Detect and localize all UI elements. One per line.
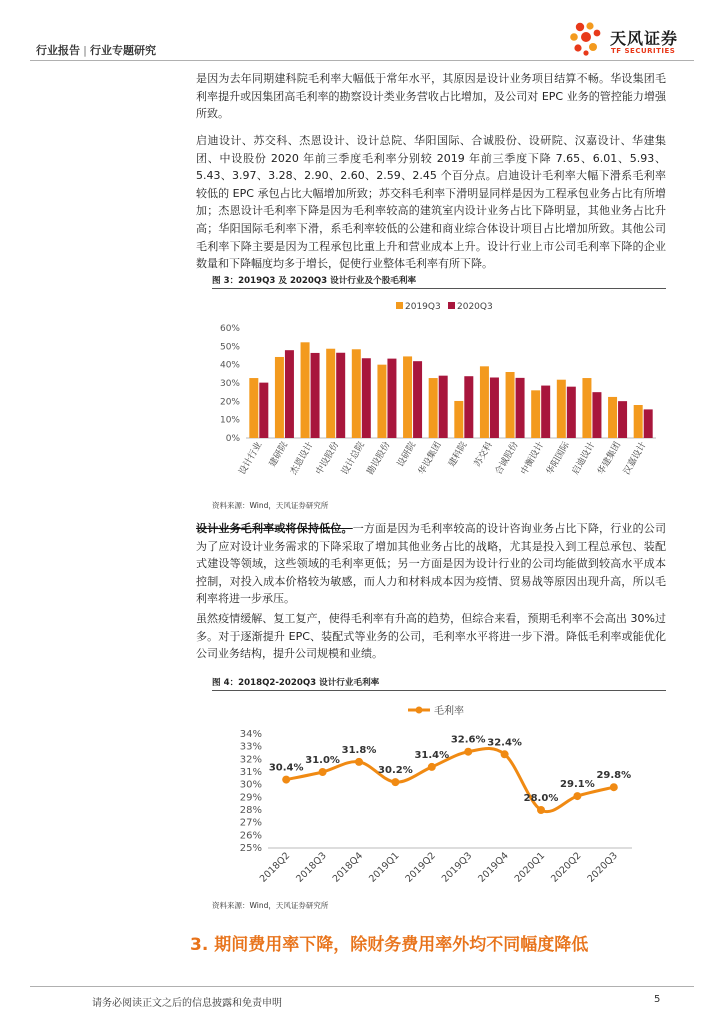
data-point [610, 783, 618, 791]
bar-2020q3 [439, 376, 448, 438]
y-tick-label: 0% [225, 434, 240, 444]
bar-2019q3 [429, 378, 438, 438]
legend-swatch-2020q3 [448, 302, 455, 309]
page-number: 5 [654, 994, 661, 1005]
logo-text-en: TF SECURITIES [611, 47, 676, 55]
bar-2020q3 [285, 350, 294, 438]
figure-4-title: 图 4：2018Q2-2020Q3 设计行业毛利率 [212, 678, 380, 688]
line-chart-svg [212, 694, 666, 896]
data-point [282, 776, 290, 784]
bar-2020q3 [336, 353, 345, 438]
data-label: 29.1% [560, 779, 595, 791]
section-heading: 3. 期间费用率下降，除财务费用率外均不同幅度降低 [190, 935, 589, 955]
bar-2020q3 [541, 386, 550, 438]
data-point [573, 792, 581, 800]
bar-2020q3 [644, 409, 653, 438]
bar-2019q3 [454, 401, 463, 438]
x-tick-label: 勘设股份 [365, 440, 393, 477]
x-tick-label: 建研院 [267, 440, 291, 469]
x-tick-label: 2019Q2 [403, 850, 438, 885]
data-point [501, 750, 509, 758]
legend-label-2019q3: 2019Q3 [405, 302, 441, 312]
bar-2019q3 [506, 372, 515, 438]
bar-2019q3 [352, 349, 361, 438]
x-tick-label: 设计总院 [340, 440, 367, 477]
bar-2019q3 [582, 378, 591, 438]
data-label: 31.4% [414, 749, 450, 761]
logo-text-cn: 天风证券 [610, 29, 679, 48]
bar-2019q3 [531, 390, 540, 438]
x-tick-label: 设计行业 [237, 440, 265, 477]
legend-label-gross-margin: 毛利率 [434, 706, 464, 717]
report-category: 行业报告 | 行业专题研究 [36, 44, 157, 57]
figure-3-source: 资料来源：Wind，天风证券研究所 [212, 501, 329, 510]
bar-2020q3 [311, 353, 320, 438]
y-tick-label: 26% [239, 830, 262, 842]
data-label: 30.2% [378, 765, 413, 777]
bar-2020q3 [490, 378, 499, 439]
legend-marker [416, 707, 423, 714]
report-subtype-label: 行业专题研究 [90, 44, 157, 57]
bar-2020q3 [567, 387, 576, 438]
x-tick-label: 建科院 [447, 440, 470, 469]
paragraph-3-lead: 设计业务毛利率或将保持低位。 [196, 522, 353, 535]
x-tick-label: 杰恩设计 [288, 440, 316, 477]
paragraph-1: 是因为去年同期建科院毛利率大幅低于常年水平，其原因是设计业务项目结算不畅。华设集团毛利率提升或因集团高毛利率的勘察设计类业务营收占比增加，及公司对 EPC 业务的管控能力增强所致。 [196, 72, 666, 121]
y-tick-label: 27% [239, 817, 262, 829]
legend-label-2020q3: 2020Q3 [457, 302, 493, 312]
y-tick-label: 32% [239, 754, 262, 766]
data-point [537, 806, 545, 814]
bar-2020q3 [592, 392, 601, 438]
bar-chart-svg [212, 292, 666, 496]
x-tick-label: 设研院 [395, 440, 419, 469]
y-tick-label: 10% [219, 415, 240, 426]
bar-2019q3 [301, 342, 310, 438]
x-tick-label: 合诚股份 [493, 440, 521, 477]
bar-2019q3 [480, 366, 489, 438]
x-tick-label: 2020Q1 [512, 850, 548, 885]
bar-2019q3 [634, 405, 643, 438]
y-tick-label: 33% [239, 741, 262, 753]
x-tick-label: 2020Q3 [585, 850, 620, 885]
data-point [464, 748, 472, 756]
data-label: 32.4% [487, 737, 522, 749]
bar-2019q3 [608, 397, 617, 438]
data-label: 30.4% [268, 762, 304, 774]
data-point [319, 768, 327, 776]
x-tick-label: 2020Q2 [549, 850, 584, 885]
x-tick-label: 中衡设计 [519, 440, 547, 477]
y-tick-label: 34% [239, 729, 262, 740]
figure-4-rule [212, 690, 666, 691]
x-tick-label: 华设集团 [417, 440, 444, 477]
bar-2019q3 [249, 378, 258, 438]
data-point [428, 763, 436, 771]
bar-2020q3 [259, 383, 268, 438]
header-divider [30, 60, 694, 61]
x-tick-label: 苏交科 [472, 440, 496, 469]
report-type-label: 行业报告 [36, 44, 80, 57]
y-tick-label: 30% [219, 379, 240, 389]
y-tick-label: 29% [239, 792, 262, 804]
bar-2019q3 [326, 349, 335, 438]
paragraph-3-body: 一方面是因为毛利率较高的设计咨询业务占比下降，行业的公司为了应对设计业务需求的下降采取了增加其他业务占比的战略，尤其是投入到工程总承包、装配式建设等领域，这些领域的毛利率更低；另一方面是因为设计行业的公司均能做到较高水平成本控制，对投入成本价格较为敏感，而人力和材料成本因为疫情、贸易战等原因出现升高，所以毛利率将进一步承压。 [196, 522, 667, 606]
y-tick-label: 30% [239, 779, 262, 791]
figure-3-title: 图 3：2019Q3 及 2020Q3 设计行业及个股毛利率 [212, 276, 417, 286]
y-tick-label: 60% [219, 324, 240, 334]
figure-4-chart [212, 694, 666, 896]
y-tick-label: 28% [239, 805, 262, 816]
bar-2019q3 [275, 357, 284, 438]
x-tick-label: 2018Q3 [294, 850, 329, 885]
data-point [355, 758, 363, 766]
y-tick-label: 40% [219, 360, 240, 371]
bar-legend [396, 302, 493, 312]
y-tick-label: 20% [219, 397, 240, 408]
figure-3-rule [212, 288, 666, 289]
data-label: 32.6% [450, 734, 486, 746]
footer-divider [30, 986, 694, 987]
data-label: 31.0% [305, 755, 340, 766]
tf-securities-logo [566, 20, 706, 58]
paragraph-3 [196, 520, 666, 608]
logo-mark-icon [566, 20, 606, 58]
x-tick-label: 汉嘉设计 [622, 440, 649, 477]
legend-swatch-2019q3 [396, 302, 403, 309]
y-tick-label: 50% [219, 342, 240, 353]
bar-2019q3 [403, 356, 412, 438]
bar-2020q3 [413, 361, 422, 438]
bar-2019q3 [377, 365, 386, 438]
x-tick-label: 华阳国际 [545, 440, 572, 477]
paragraph-4: 虽然疫情缓解、复工复产，使得毛利率有升高的趋势，但综合来看，预期毛利率不会高出 30%过多。对于逐渐提升 EPC、装配式等业务的公司，毛利率水平将进一步下滑。降低毛利率或能优化公司业务结构，提升公司规模和业绩。 [196, 612, 666, 661]
paragraph-2: 启迪设计、苏交科、杰恩设计、设计总院、华阳国际、合诚股份、设研院、汉嘉设计、华建集团、中设股份 2020 年前三季度毛利率分别较 2019 年前三季度下降 7.65、6.01、5.93、5.43、3.97、3.28、2.90、2.60、2.59、2.45 个百分点。启迪设计毛利率大幅下滑系毛利率较低的 EPC 承包占比大幅增加所致；苏交科毛利率下滑明显同样是因为工程承包业务占比有所增加；杰恩设计毛利率下降是因为毛利率较高的建筑室内设计业务占比下降明显，其他业务占比升高；华阳国际毛利率下滑，系毛利率较低的公建和商业综合体设计项目占比增加所致。其他公司毛利率下降主要是因为工程承包比重上升和营业成本上升。设计行业上市公司毛利率下降的企业数量和下降幅度均多于增长，促使行业整体毛利率有所下降。 [196, 134, 666, 271]
bar-2020q3 [516, 378, 525, 438]
x-tick-label: 2019Q4 [476, 850, 511, 885]
y-tick-label: 31% [239, 767, 262, 778]
data-point [391, 778, 399, 786]
bar-2020q3 [387, 359, 396, 438]
y-tick-label: 25% [239, 843, 262, 854]
x-tick-label: 2018Q2 [257, 850, 293, 885]
x-tick-label: 启迪设计 [570, 440, 598, 477]
line-legend [408, 704, 464, 717]
figure-3-chart [212, 292, 666, 496]
x-tick-label: 中设股份 [314, 440, 342, 477]
x-tick-label: 2019Q3 [439, 850, 475, 885]
data-label: 31.8% [341, 744, 377, 756]
data-label: 29.8% [596, 770, 632, 782]
x-tick-label: 华建集团 [596, 440, 624, 477]
figure-4-source: 资料来源：Wind，天风证券研究所 [212, 901, 329, 910]
x-tick-label: 2019Q1 [367, 850, 402, 885]
bar-2020q3 [618, 401, 627, 438]
bar-2020q3 [362, 358, 371, 438]
x-tick-label: 2018Q4 [330, 850, 366, 885]
bar-2020q3 [464, 376, 473, 438]
data-label: 28.0% [523, 793, 559, 804]
page-header [0, 0, 724, 62]
bar-2019q3 [557, 380, 566, 438]
footer-disclaimer: 请务必阅读正文之后的信息披露和免责申明 [92, 998, 282, 1009]
